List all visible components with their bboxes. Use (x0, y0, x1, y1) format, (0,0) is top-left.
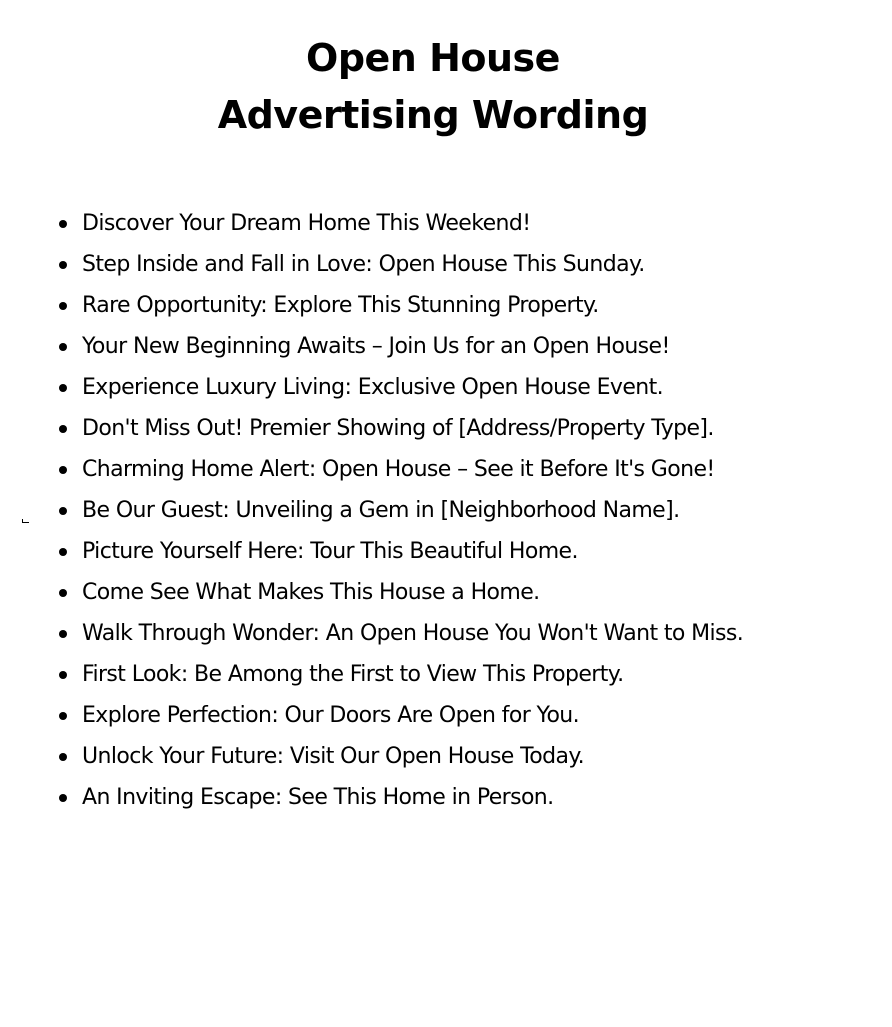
list-item-text: Explore Perfection: Our Doors Are Open for You. (82, 703, 580, 728)
bullet-icon (59, 302, 67, 310)
list-item (55, 695, 743, 736)
list-item (55, 244, 743, 285)
bullet-icon (59, 794, 67, 802)
bullet-icon (59, 712, 67, 720)
list-item-text: An Inviting Escape: See This Home in Person. (82, 785, 554, 810)
list-item (55, 203, 743, 244)
list-item-text: Unlock Your Future: Visit Our Open House Today. (82, 744, 585, 769)
bullet-icon (59, 589, 67, 597)
page-title (0, 30, 866, 144)
list-item (55, 326, 743, 367)
list-item (55, 490, 743, 531)
cursor-mark (22, 519, 29, 523)
bullet-icon (59, 671, 67, 679)
list-item (55, 285, 743, 326)
bullet-icon (59, 261, 67, 269)
bullet-icon (59, 753, 67, 761)
bullet-icon (59, 466, 67, 474)
list-item (55, 531, 743, 572)
list-item (55, 777, 743, 818)
list-item-text: Your New Beginning Awaits – Join Us for an Open House! (82, 334, 670, 359)
list-item-text: Rare Opportunity: Explore This Stunning Property. (82, 293, 599, 318)
bullet-icon (59, 507, 67, 515)
list-item (55, 449, 743, 490)
list-item (55, 367, 743, 408)
bullet-icon (59, 630, 67, 638)
list-item-text: Discover Your Dream Home This Weekend! (82, 211, 531, 236)
list-item-text: Charming Home Alert: Open House – See it Before It's Gone! (82, 457, 715, 482)
list-item-text: First Look: Be Among the First to View This Property. (82, 662, 624, 687)
list-item-text: Picture Yourself Here: Tour This Beautiful Home. (82, 539, 578, 564)
title-line-2: Advertising Wording (217, 93, 649, 137)
list-item (55, 654, 743, 695)
title-line-1: Open House (306, 36, 560, 80)
bullet-icon (59, 343, 67, 351)
list-item (55, 736, 743, 777)
list-item-text: Step Inside and Fall in Love: Open House This Sunday. (82, 252, 645, 277)
list-item (55, 408, 743, 449)
bullet-icon (59, 425, 67, 433)
bullet-icon (59, 384, 67, 392)
list-item-text: Don't Miss Out! Premier Showing of [Address/Property Type]. (82, 416, 714, 441)
list-item-text: Be Our Guest: Unveiling a Gem in [Neighborhood Name]. (82, 498, 680, 523)
list-item (55, 572, 743, 613)
list-item (55, 613, 743, 654)
wording-list (55, 203, 743, 818)
bullet-icon (59, 220, 67, 228)
bullet-icon (59, 548, 67, 556)
list-item-text: Experience Luxury Living: Exclusive Open House Event. (82, 375, 664, 400)
list-item-text: Come See What Makes This House a Home. (82, 580, 540, 605)
list-item-text: Walk Through Wonder: An Open House You Won't Want to Miss. (82, 621, 744, 646)
